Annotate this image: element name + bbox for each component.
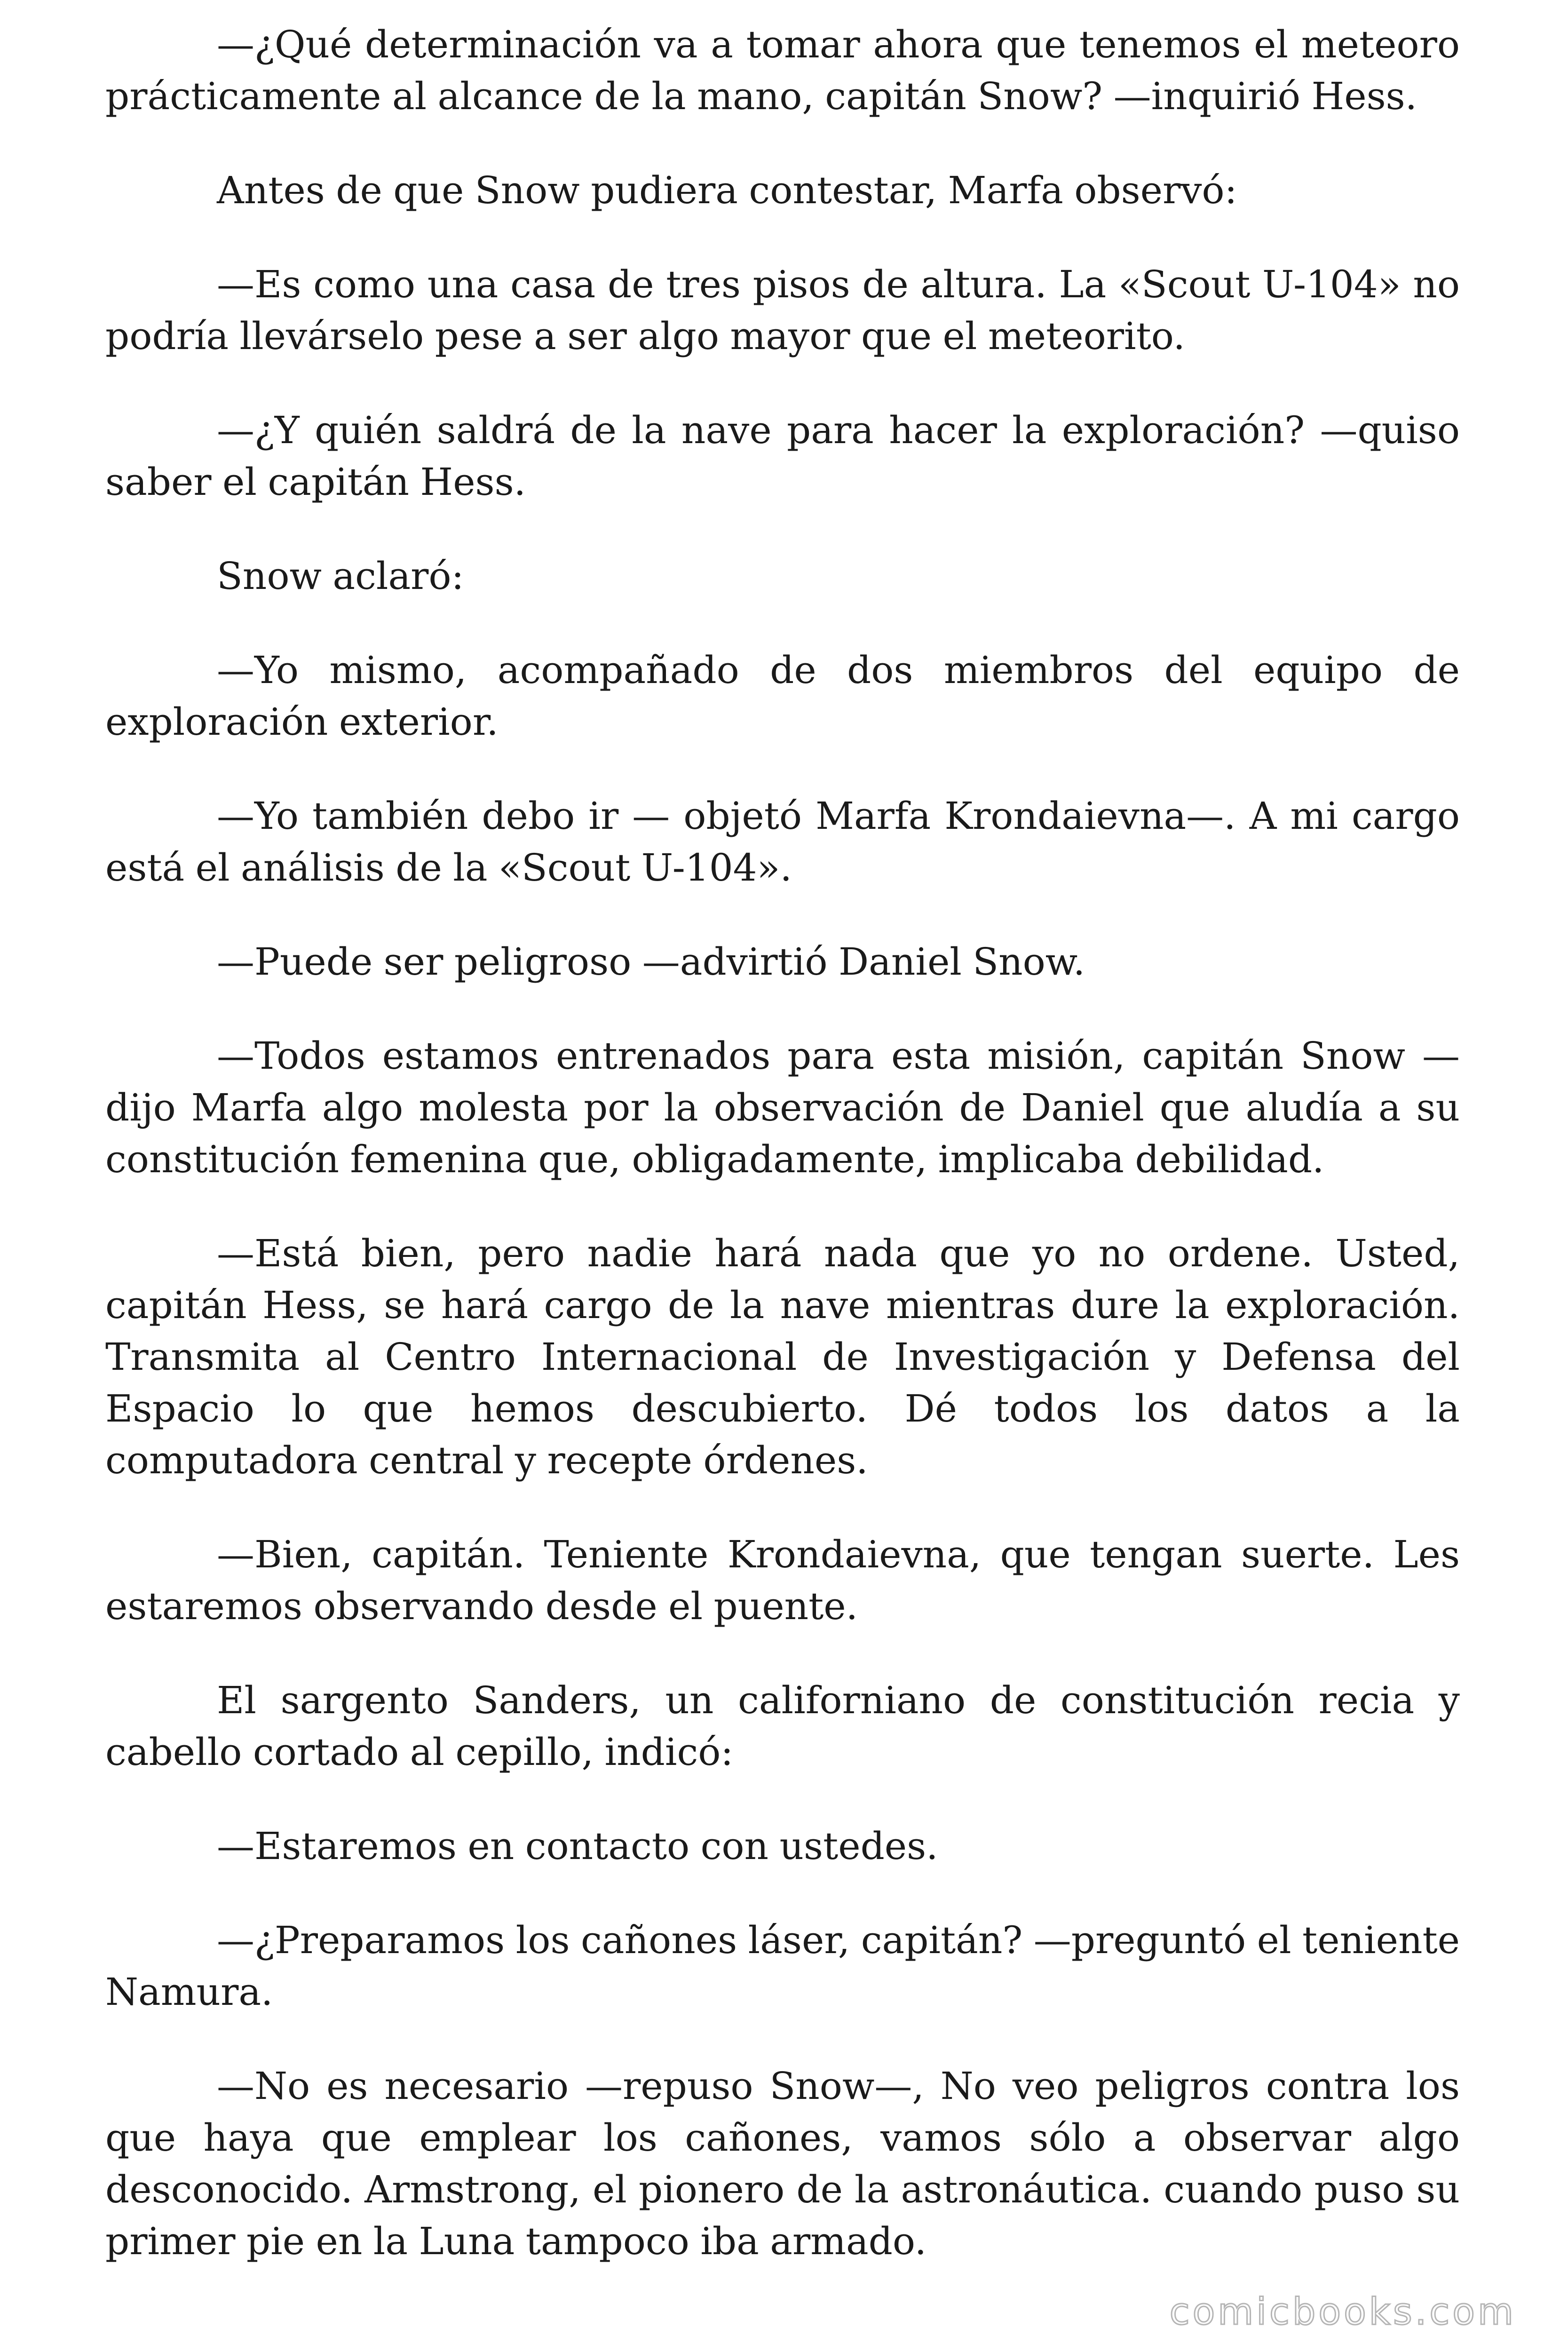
paragraph-15: —No es necesario —repuso Snow—, No veo peligros contra los que haya que emplear los cañones, vamos sólo a observar algo desconocido. Armstrong, el pionero de la astronáutica. cuando puso su primer pie en la Luna tampoco iba armado.	[105, 2064, 1460, 2263]
paragraph-13: —Estaremos en contacto con ustedes.	[217, 1824, 938, 1868]
paragraph-12: El sargento Sanders, un californiano de constitución recia y cabello cortado al cepillo, indicó:	[105, 1678, 1460, 1774]
paragraph-14: —¿Preparamos los cañones láser, capitán? —preguntó el teniente Namura.	[105, 1918, 1460, 2014]
paragraph-9: —Todos estamos entrenados para esta misión, capitán Snow — dijo Marfa algo molesta por la observación de Daniel que aludía a su constitución femenina que, obligadamente, implicaba debilidad.	[105, 1034, 1460, 1181]
paragraph-7: —Yo también debo ir — objetó Marfa Krondaievna—. A mi cargo está el análisis de la «Scout U-104».	[105, 794, 1460, 890]
paragraph-4: —¿Y quién saldrá de la nave para hacer la exploración? —quiso saber el capitán Hess.	[105, 408, 1460, 504]
watermark: comicbooks.com	[1169, 2291, 1516, 2333]
page-text	[105, 19, 1460, 2310]
paragraph-1: —¿Qué determinación va a tomar ahora que tenemos el meteoro prácticamente al alcance de la mano, capitán Snow? —inquirió Hess.	[105, 23, 1460, 118]
paragraph-5: Snow aclaró:	[217, 554, 464, 598]
paragraph-2: Antes de que Snow pudiera contestar, Marfa observó:	[217, 168, 1237, 212]
paragraph-10: —Está bien, pero nadie hará nada que yo no ordene. Usted, capitán Hess, se hará cargo de la nave mientras dure la exploración. Transmita al Centro Internacional de Investigación y Defensa del Espacio lo que hemos descubierto. Dé todos los datos a la computadora central y recepte órdenes.	[105, 1232, 1460, 1482]
paragraph-11: —Bien, capitán. Teniente Krondaievna, que tengan suerte. Les estaremos observando desde el puente.	[105, 1533, 1460, 1628]
paragraph-3: —Es como una casa de tres pisos de altura. La «Scout U-104» no podría llevárselo pese a ser algo mayor que el meteorito.	[105, 262, 1460, 358]
paragraph-8: —Puede ser peligroso —advirtió Daniel Snow.	[217, 940, 1085, 984]
paragraph-6: —Yo mismo, acompañado de dos miembros del equipo de exploración exterior.	[105, 648, 1460, 744]
